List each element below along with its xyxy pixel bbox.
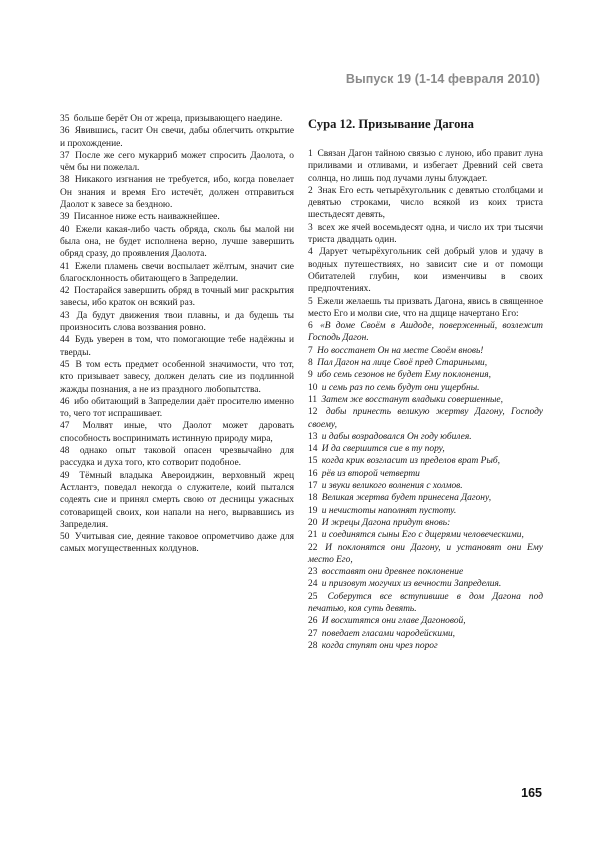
verse — [308, 529, 543, 541]
verse — [308, 517, 543, 529]
verse-number: 2 — [308, 185, 313, 196]
verse-text: Ежели пламень свечи воспылает жёлтым, значит сие благосклонность обитающего в Запределии. — [60, 261, 294, 284]
verse — [60, 113, 294, 125]
verse — [308, 148, 543, 185]
page-number: 165 — [521, 786, 542, 800]
verse-number: 39 — [60, 212, 70, 223]
verse-number: 19 — [308, 505, 318, 516]
verse-text: и дабы возрадовался Он году юбилея. — [321, 431, 472, 442]
verse-text: Постарайся завершить обряд в точный миг раскрытия завесы, ибо краток он всякий раз. — [60, 286, 295, 309]
verse — [60, 445, 294, 470]
verse-text: дабы принесть великую жертву Дагону, Господу своему, — [308, 407, 543, 430]
verse-number: 45 — [60, 359, 70, 370]
verse — [60, 174, 294, 211]
verse-text: Никакого изгнания не требуется, ибо, когда повелает Он знания и время Его истечёт, должен отправиться Даолот к завесе за бездною. — [60, 175, 295, 211]
verse — [308, 357, 543, 369]
verse — [308, 394, 543, 406]
verse — [308, 505, 543, 517]
verse-text: Да будут движения твои плавны, и да будешь ты произносить слова воззвания ровно. — [60, 310, 295, 334]
verse-text: и соединятся сыны Его с дщерями человеческими, — [321, 530, 524, 541]
verse-number: 22 — [308, 542, 318, 553]
verse — [60, 285, 294, 310]
verse-number: 40 — [60, 224, 70, 235]
verse-number: 11 — [308, 394, 318, 405]
verse-number: 35 — [60, 114, 70, 124]
verse-text: всех же ячей восемьдесят одна, и число их три тысячи триста двадцать один. — [308, 222, 543, 246]
verse-text: и семь раз по семь будут они ущербны. — [321, 382, 480, 393]
verse — [308, 468, 543, 480]
verse — [308, 369, 543, 381]
verse-number: 8 — [308, 358, 313, 369]
verse-text: Молвят иные, что Даолот может даровать способность воспринимать истинную природу мира, — [60, 421, 294, 444]
verse — [308, 345, 543, 357]
verse — [60, 211, 294, 223]
verse-text: И поклонятся они Дагону, и установят они Ему место Его, — [308, 542, 543, 565]
left-column — [60, 113, 294, 556]
verse — [60, 396, 294, 421]
verse-number: 36 — [60, 126, 70, 137]
verse-number: 12 — [308, 407, 318, 418]
verse — [308, 480, 543, 492]
verse — [308, 185, 543, 222]
verse — [60, 310, 294, 335]
verse-number: 20 — [308, 517, 318, 528]
sura-title: Сура 12. Призывание Дагона — [308, 117, 474, 131]
verse-text: Явившись, гасит Он свечи, дабы облегчить открытие и прохождение. — [60, 126, 295, 149]
verse-text: рёв из второй четверти — [321, 468, 420, 479]
verse-text: Пал Дагон на лице Своё пред Стариными, — [317, 358, 488, 369]
verse-text: Дарует четырёхугольник сей добрый улов и удачу в водных путешествиях, но зависит сие и от помощи Обитателей глубин, кои изменчивы в своих предпочтениях. — [308, 247, 543, 295]
verse-text: ибо обитающий в Запределии даёт просителю именно то, чего тот испрашивает. — [60, 396, 295, 420]
verse-text: После же сего мукарриб может спросить Даолота, о чём бы ни пожелал. — [60, 150, 294, 174]
verse — [308, 443, 543, 455]
verse-number: 6 — [308, 321, 313, 332]
verse — [60, 261, 294, 286]
verse-number: 3 — [308, 222, 313, 233]
verse-text: больше берёт Он от жреца, призывающего наедине. — [73, 114, 283, 124]
verse-number: 9 — [308, 370, 313, 381]
verse — [308, 591, 543, 616]
verse-text: и звуки великого волнения с холмов. — [321, 481, 463, 492]
verse — [308, 566, 543, 578]
verse-text: В том есть предмет особенной значимости, что тот, кто призывает завесу, должен делать сие из подлинной жажды познания, а не из праздного любопытства. — [60, 359, 295, 395]
verse-number: 41 — [60, 261, 70, 272]
verse-number: 42 — [60, 286, 70, 297]
verse-number: 21 — [308, 530, 318, 541]
verse-text: Великая жертва будет принесена Дагону, — [321, 493, 492, 504]
verse — [60, 420, 294, 445]
verse — [60, 359, 294, 396]
verse — [60, 470, 294, 531]
verse-text: и нечистоты наполнят пустоту. — [321, 505, 457, 516]
verse-number: 48 — [60, 446, 70, 457]
verse-text: Затем же восстанут владыки совершенные, — [321, 394, 503, 405]
verse-text: восставят они древнее поклонение — [321, 567, 464, 578]
sura-verses — [308, 148, 543, 652]
verse-text: ибо семь сезонов не будет Ему поклонения, — [317, 370, 491, 381]
verse-text: Ежели какая-либо часть обряда, сколь бы малой ни была она, не будет исполнена верно, лучше завершить обряд сразу, до проявления Даолота. — [60, 224, 295, 260]
verse-text: однако опыт таковой опасен чрезвычайно для рассудка и духа того, кто сотворит подобное. — [60, 446, 294, 469]
verse-number: 1 — [308, 149, 313, 159]
verse-number: 24 — [308, 579, 318, 590]
verse-number: 10 — [308, 382, 318, 393]
verse-number: 4 — [308, 247, 313, 258]
verse-number: 43 — [60, 310, 70, 321]
right-column — [308, 113, 543, 652]
verse-text: Но восстанет Он на месте Своём вновь! — [317, 345, 484, 356]
verse-number: 25 — [308, 591, 318, 602]
verse — [308, 246, 543, 295]
verse — [308, 542, 543, 567]
verse-text: поведает гласами чародейскими, — [321, 628, 456, 639]
verse-number: 23 — [308, 567, 318, 578]
verse — [308, 320, 543, 345]
verse — [308, 296, 543, 321]
verse — [60, 125, 294, 150]
verse-text: когда крик возгласит из пределов врат Рыб, — [321, 456, 500, 467]
verse-number: 28 — [308, 640, 318, 651]
verse-number: 37 — [60, 150, 70, 161]
verse-text: когда ступят они чрез порог — [321, 640, 438, 651]
verse-text: Писанное ниже есть наиважнейшее. — [73, 212, 220, 223]
verse-text: И да свершится сие в ту пору, — [321, 444, 445, 455]
verse-number: 5 — [308, 296, 313, 307]
verse-text: «В доме Своём в Ашдоде, поверженный, возлежит Господь Дагон. — [308, 321, 543, 344]
verse-text: Соберутся все вступившие в дом Дагона под печатью, коя суть девять. — [308, 591, 544, 614]
verse-number: 15 — [308, 456, 318, 467]
verse — [308, 222, 543, 247]
verse-text: и призовут могучих из вечности Запределия. — [321, 579, 502, 590]
verse-number: 47 — [60, 421, 70, 432]
verse-number: 46 — [60, 396, 70, 407]
verse-text: Будь уверен в том, что помогающие тебе надёжны и тверды. — [60, 335, 295, 358]
verse-number: 14 — [308, 444, 318, 455]
verse-text: Тёмный владыка Авероиджин, верховный жрец Астлантэ, поведал некогда о служителе, коий пытался содеять сие и принял смерть свою от десницы ужасных сотоварищей своих, кои напали на него, вырвавшись из Запределия. — [60, 470, 294, 530]
verse — [308, 431, 543, 443]
verse-number: 50 — [60, 532, 70, 543]
verse-number: 16 — [308, 468, 318, 479]
verse — [308, 455, 543, 467]
verse-text: И жрецы Дагона придут вновь: — [321, 517, 451, 528]
verse-text: Знак Его есть четырёхугольник с девятью столбцами и девятью строками, число всякой из коих триста шестьдесят девять, — [308, 185, 544, 221]
verse-text: И восхитятся они главе Дагоновой, — [321, 616, 466, 627]
verse — [60, 531, 294, 556]
verse — [60, 334, 294, 359]
verse — [308, 640, 543, 652]
verse-number: 7 — [308, 345, 313, 356]
verse — [308, 628, 543, 640]
verse — [308, 406, 543, 431]
verse-number: 38 — [60, 175, 70, 186]
verse — [308, 615, 543, 627]
verse-text: Учитывая сие, деяние таковое опрометчиво даже для самых могущественных колдунов. — [60, 532, 295, 555]
verse-text: Ежели желаешь ты призвать Дагона, явись в священное место Его и молви сие, что на дщице начертано Его: — [308, 296, 544, 319]
verse-number: 49 — [60, 470, 70, 481]
verse-number: 13 — [308, 431, 318, 442]
verse — [308, 492, 543, 504]
verse-number: 18 — [308, 493, 318, 504]
verse — [60, 224, 294, 261]
issue-header: Выпуск 19 (1-14 февраля 2010) — [345, 72, 540, 86]
verse — [308, 578, 543, 590]
verse-number: 26 — [308, 616, 318, 627]
verse-text: Связан Дагон тайною связью с луною, ибо правит луна приливами и отливами, и избегает Древний сей света солнца, но лишь под лучами луны блуждает. — [308, 149, 543, 184]
verse-number: 44 — [60, 335, 70, 346]
verse-number: 17 — [308, 481, 318, 492]
verse-number: 27 — [308, 628, 318, 639]
verse — [60, 150, 294, 175]
verse — [308, 382, 543, 394]
